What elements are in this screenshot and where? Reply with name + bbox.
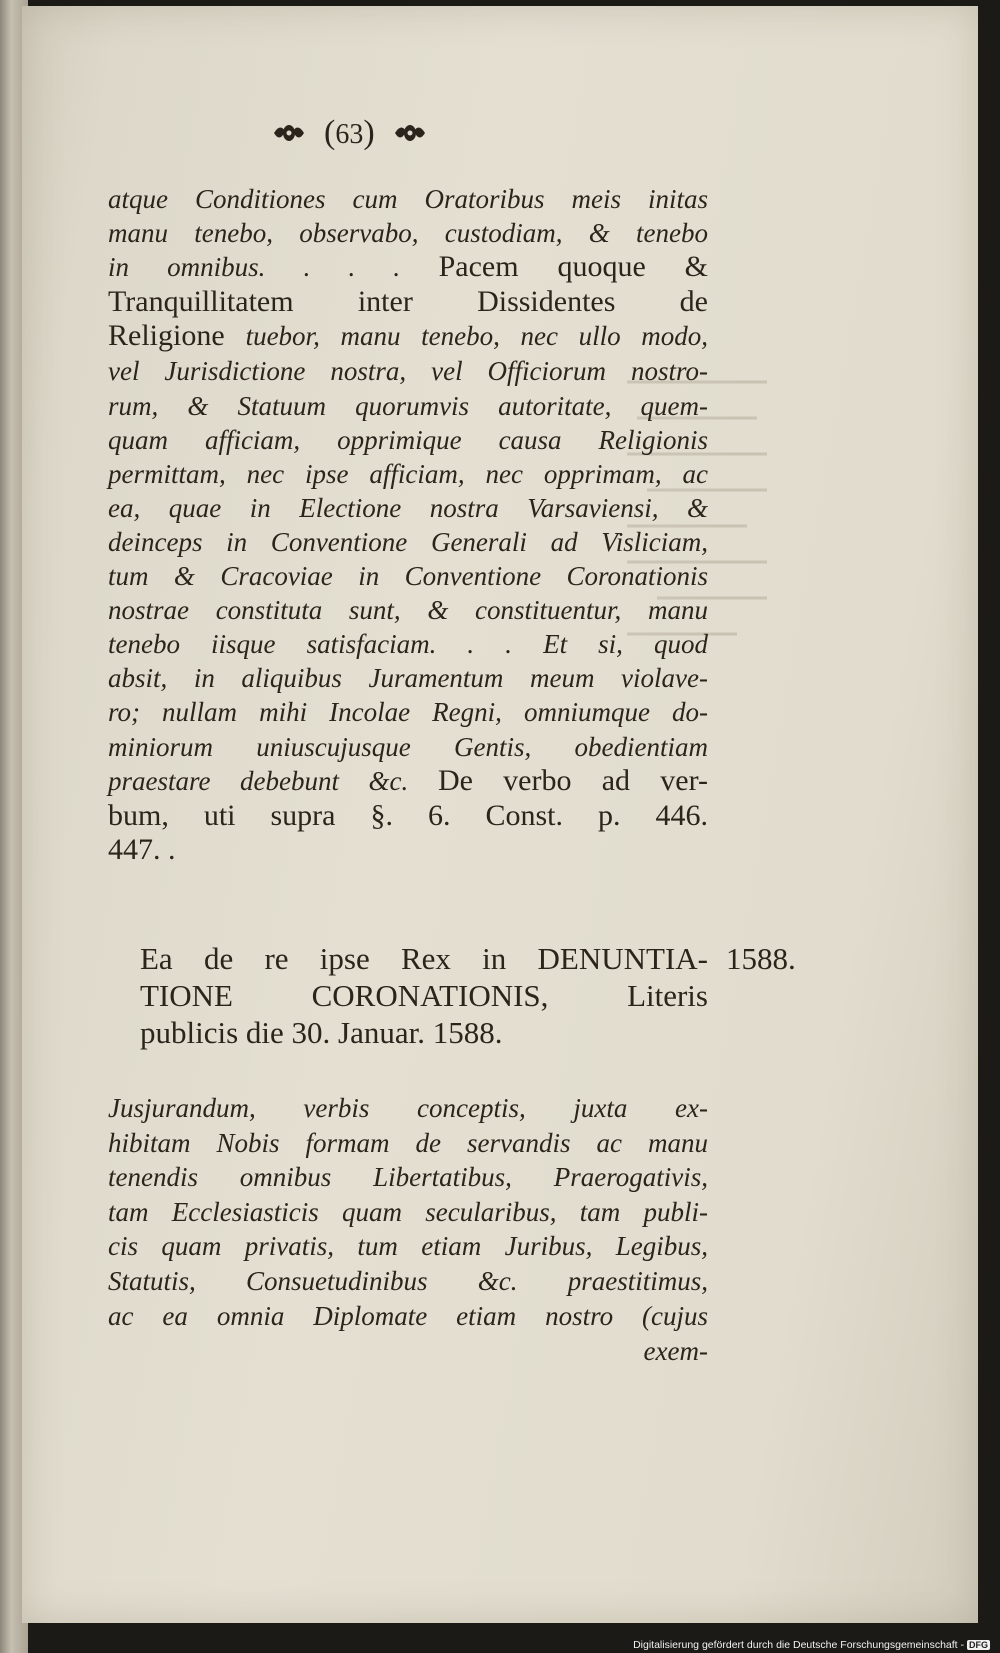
text-line: ac ea omnia Diplomate etiam nostro (cujus (108, 1300, 708, 1331)
text-line (108, 250, 708, 285)
text-line: ea, quae in Electione nostra Varsaviensi, & (108, 492, 708, 523)
italic-segment: tuebor, manu tenebo, nec ullo modo, (245, 321, 709, 352)
text-line: miniorum uniuscujusque Gentis, obedientiam (108, 731, 708, 762)
text-line: rum, & Statuum quorumvis autoritate, quem- (108, 390, 708, 421)
text-line: atque Conditiones cum Oratoribus meis initas (108, 184, 708, 214)
text-line: tum & Cracoviae in Conventione Coronationis (108, 561, 708, 592)
text-line: permittam, nec ipse afficiam, nec opprimam, ac (108, 458, 708, 489)
section-heading (140, 940, 708, 1051)
text-line: Jusjurandum, verbis conceptis, juxta ex- (108, 1093, 708, 1123)
text-line: deinceps in Conventione Generali ad Visliciam, (108, 526, 708, 557)
book-page (22, 6, 978, 1623)
text-line (108, 319, 708, 354)
text-line: vel Jurisdictione nostra, vel Officiorum nostro- (108, 356, 708, 387)
text-line: quam afficiam, opprimique causa Religionis (108, 424, 708, 455)
roman-segment: Pacem quoque & (438, 250, 709, 284)
text-line: tenebo iisque satisfaciam. . . Et si, quod (108, 629, 708, 660)
text-line: manu tenebo, observabo, custodiam, & tenebo (108, 218, 708, 249)
fleuron-ornament-icon (393, 121, 427, 145)
decree-text-paragraph (108, 1091, 708, 1333)
text-line: 447. . (108, 832, 176, 866)
dfg-logo: DFG (969, 1640, 988, 1650)
text-line: Tranquillitatem inter Dissidentes de (108, 285, 708, 319)
margin-note-year: 1588. (726, 941, 796, 976)
text-line: hibitam Nobis formam de servandis ac manu (108, 1127, 708, 1158)
heading-line: publicis die 30. Januar. 1588. (140, 1015, 503, 1050)
text-line: cis quam privatis, tum etiam Juribus, Legibus, (108, 1231, 708, 1262)
roman-segment: Religione (108, 319, 225, 353)
text-line: tam Ecclesiasticis quam secularibus, tam publi- (108, 1196, 708, 1227)
text-line (108, 764, 708, 799)
digitization-credit (633, 1639, 990, 1651)
fleuron-ornament-icon (272, 121, 306, 145)
italic-segment: in omnibus. . . . (108, 252, 401, 283)
page-number: (63) (324, 114, 375, 151)
heading-line: Ea de re ipse Rex in DENUNTIA- (140, 941, 708, 976)
text-line: ro; nullam mihi Incolae Regni, omniumque do- (108, 697, 708, 728)
catchword-line (108, 1334, 708, 1368)
text-line: tenendis omnibus Libertatibus, Praerogativis, (108, 1162, 708, 1193)
text-line: bum, uti supra §. 6. Const. p. 446. (108, 798, 708, 832)
roman-segment: De verbo ad ver- (437, 763, 708, 797)
heading-line: TIONE CORONATIONIS, Literis (140, 978, 708, 1013)
credit-text: Digitalisierung gefördert durch die Deutsche Forschungsgemeinschaft - (633, 1639, 964, 1651)
text-line: nostrae constituta sunt, & constituentur, manu (108, 595, 708, 626)
oath-text-paragraph (108, 182, 708, 867)
italic-segment: praestare debebunt &c. (108, 765, 409, 796)
page-header (272, 114, 427, 152)
text-line: Statutis, Consuetudinibus &c. praestitimus, (108, 1265, 708, 1296)
catchword: exem- (643, 1336, 708, 1366)
text-line: absit, in aliquibus Juramentum meum violave- (108, 663, 708, 694)
